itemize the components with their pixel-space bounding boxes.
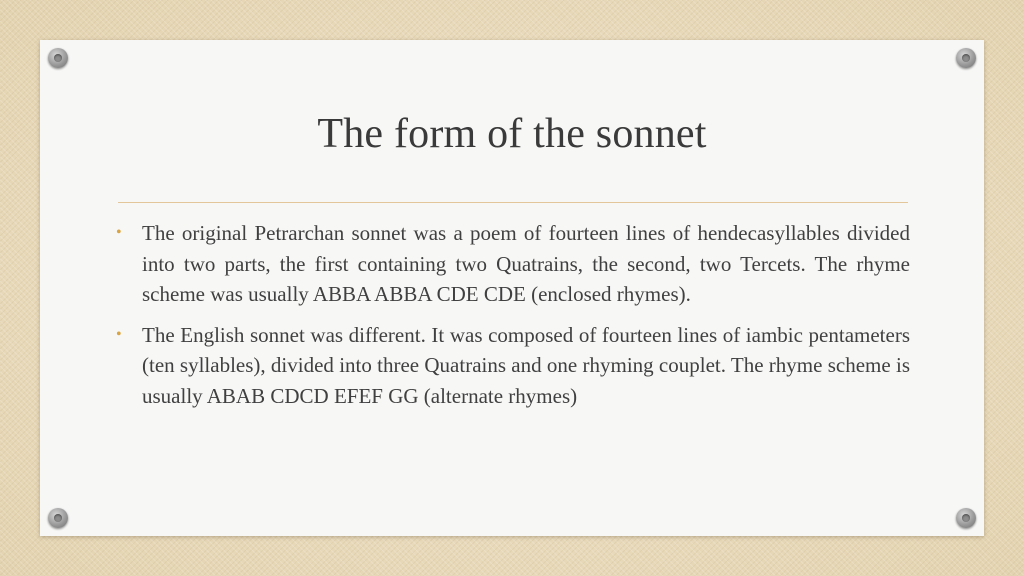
pushpin-icon (48, 48, 68, 68)
bullet-item (114, 218, 910, 310)
bullet-text: The original Petrarchan sonnet was a poem of fourteen lines of hendecasyllables divided into two parts, the first containing two Quatrains, the second, two Tercets. The rhyme scheme was usually ABBA ABBA CDE CDE (enclosed rhymes). (142, 221, 910, 306)
pushpin-icon (48, 508, 68, 528)
pushpin-icon (956, 48, 976, 68)
pushpin-icon (956, 508, 976, 528)
bullet-item (114, 320, 910, 412)
bullet-icon: • (116, 224, 122, 241)
bullet-icon: • (116, 325, 122, 343)
slide-title: The form of the sonnet (317, 111, 707, 157)
bullet-list (114, 218, 910, 421)
title-divider (118, 202, 908, 203)
bullet-text: The English sonnet was different. It was composed of fourteen lines of iambic pentameters (ten syllables), divided into three Quatrains and one rhyming couplet. The rhyme scheme is usually ABAB CDCD EFEF GG (alternate rhymes) (142, 322, 910, 408)
slide-card (40, 40, 984, 536)
